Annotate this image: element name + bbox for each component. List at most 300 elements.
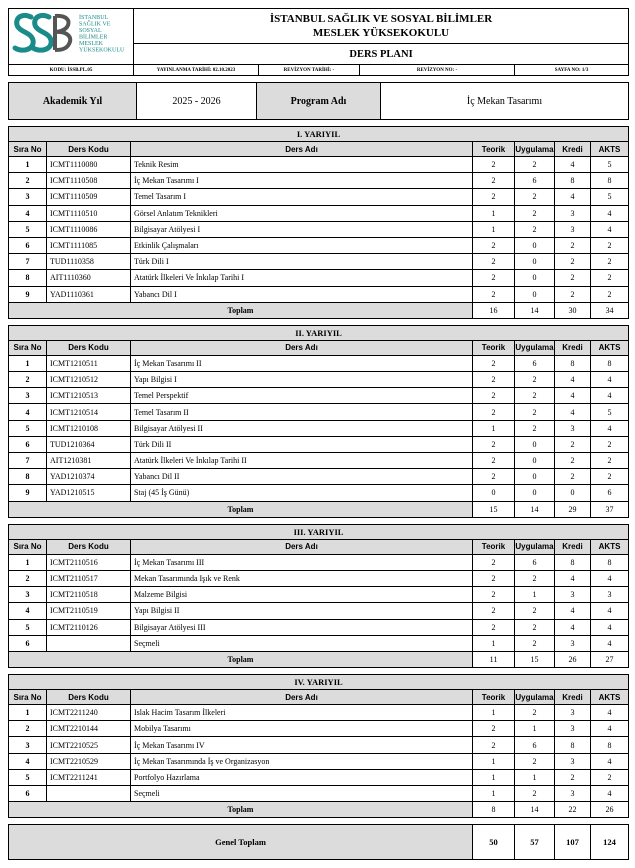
course-akts: 2 — [591, 254, 629, 270]
col-header-sira-no: Sıra No — [9, 142, 47, 157]
course-akts: 4 — [591, 619, 629, 635]
course-teorik: 2 — [473, 619, 515, 635]
total-uygulama: 14 — [515, 802, 555, 818]
course-code: ICMT2210144 — [47, 721, 131, 737]
meta-page-no: SAYFA NO: 1/3 — [515, 65, 629, 76]
course-teorik: 1 — [473, 221, 515, 237]
course-name: Bilgisayar Atölyesi I — [131, 221, 473, 237]
course-teorik: 1 — [473, 420, 515, 436]
course-code: ICMT2110516 — [47, 554, 131, 570]
semester-total-label: Toplam — [9, 651, 473, 667]
course-row — [9, 570, 629, 586]
course-name: Mekan Tasarımında Işık ve Renk — [131, 570, 473, 586]
course-code: ICMT1110086 — [47, 221, 131, 237]
course-uygulama: 2 — [515, 705, 555, 721]
course-name: Seçmeli — [131, 635, 473, 651]
course-uygulama: 6 — [515, 355, 555, 371]
course-uygulama: 2 — [515, 619, 555, 635]
course-kredi: 3 — [555, 420, 591, 436]
course-name: Yabancı Dil I — [131, 286, 473, 302]
course-name: Yabancı Dil II — [131, 469, 473, 485]
course-teorik: 2 — [473, 254, 515, 270]
course-akts: 2 — [591, 270, 629, 286]
course-uygulama: 2 — [515, 635, 555, 651]
course-code: ICMT2211240 — [47, 705, 131, 721]
institution-logo — [9, 9, 134, 65]
total-akts: 37 — [591, 501, 629, 517]
course-teorik: 2 — [473, 603, 515, 619]
semester-title: IV. YARIYIL — [9, 675, 629, 690]
page — [8, 8, 628, 860]
course-akts: 4 — [591, 705, 629, 721]
course-code: AIT1210381 — [47, 453, 131, 469]
course-kredi: 4 — [555, 388, 591, 404]
course-row — [9, 372, 629, 388]
col-header-uygulama: Uygulama — [515, 539, 555, 554]
course-uygulama: 0 — [515, 453, 555, 469]
meta-revision-date: REVİZYON TARİHİ: - — [259, 65, 360, 76]
grand-total-label: Genel Toplam — [9, 825, 473, 860]
course-akts: 8 — [591, 355, 629, 371]
semester-table — [8, 325, 629, 518]
col-header-akts: AKTS — [591, 142, 629, 157]
col-header-ders-adi: Ders Adı — [131, 142, 473, 157]
course-uygulama: 2 — [515, 157, 555, 173]
course-no: 1 — [9, 705, 47, 721]
course-code: ICMT2210525 — [47, 737, 131, 753]
course-name: Görsel Anlatım Teknikleri — [131, 205, 473, 221]
semester-total-label: Toplam — [9, 501, 473, 517]
course-akts: 4 — [591, 786, 629, 802]
course-row — [9, 157, 629, 173]
col-header-teorik: Teorik — [473, 340, 515, 355]
course-code: YAD1110361 — [47, 286, 131, 302]
course-code — [47, 635, 131, 651]
course-name: Temel Tasarım II — [131, 404, 473, 420]
course-row — [9, 355, 629, 371]
col-header-uygulama: Uygulama — [515, 340, 555, 355]
total-akts: 26 — [591, 802, 629, 818]
semester-title: II. YARIYIL — [9, 325, 629, 340]
course-no: 3 — [9, 737, 47, 753]
logo-text-line: BİLİMLER — [79, 34, 108, 41]
course-no: 1 — [9, 157, 47, 173]
course-kredi: 2 — [555, 469, 591, 485]
course-teorik: 2 — [473, 372, 515, 388]
course-name: Temel Tasarım I — [131, 189, 473, 205]
course-code: ICMT2211241 — [47, 769, 131, 785]
course-uygulama: 2 — [515, 786, 555, 802]
course-kredi: 8 — [555, 173, 591, 189]
course-no: 1 — [9, 554, 47, 570]
course-akts: 4 — [591, 388, 629, 404]
course-row — [9, 436, 629, 452]
col-header-sira-no: Sıra No — [9, 340, 47, 355]
col-header-ders-kodu: Ders Kodu — [47, 142, 131, 157]
total-akts: 34 — [591, 302, 629, 318]
course-kredi: 3 — [555, 753, 591, 769]
institution-name-line1: İSTANBUL SAĞLIK VE SOSYAL BİLİMLER — [269, 13, 493, 25]
course-teorik: 1 — [473, 205, 515, 221]
course-uygulama: 2 — [515, 221, 555, 237]
course-uygulama: 6 — [515, 554, 555, 570]
logo-icon — [9, 9, 133, 59]
course-row — [9, 769, 629, 785]
course-name: Türk Dili II — [131, 436, 473, 452]
course-teorik: 1 — [473, 769, 515, 785]
course-kredi: 4 — [555, 570, 591, 586]
course-row — [9, 420, 629, 436]
course-akts: 4 — [591, 721, 629, 737]
course-akts: 4 — [591, 635, 629, 651]
course-no: 8 — [9, 270, 47, 286]
course-no: 2 — [9, 372, 47, 388]
course-no: 6 — [9, 786, 47, 802]
course-akts: 4 — [591, 205, 629, 221]
course-row — [9, 485, 629, 501]
course-name: Yapı Bilgisi II — [131, 603, 473, 619]
course-uygulama: 2 — [515, 388, 555, 404]
meta-kodu: KODU: İSSB.PL.05 — [9, 65, 134, 76]
course-no: 3 — [9, 189, 47, 205]
course-akts: 8 — [591, 554, 629, 570]
course-no: 5 — [9, 619, 47, 635]
course-teorik: 2 — [473, 355, 515, 371]
course-akts: 2 — [591, 436, 629, 452]
meta-revision-no: REVİZYON NO: - — [360, 65, 515, 76]
academic-year-value: 2025 - 2026 — [137, 83, 257, 120]
course-code: ICMT1110508 — [47, 173, 131, 189]
course-code: ICMT2210529 — [47, 753, 131, 769]
total-teorik: 16 — [473, 302, 515, 318]
course-akts: 3 — [591, 587, 629, 603]
course-uygulama: 0 — [515, 254, 555, 270]
course-name: Yapı Bilgisi I — [131, 372, 473, 388]
course-kredi: 2 — [555, 769, 591, 785]
grand-total-uygulama: 57 — [515, 825, 555, 860]
course-row — [9, 587, 629, 603]
course-name: İç Mekan Tasarımında İş ve Organizasyon — [131, 753, 473, 769]
col-header-kredi: Kredi — [555, 539, 591, 554]
course-row — [9, 221, 629, 237]
meta-publish-date: YAYINLANMA TARİHİ: 02.10.2023 — [134, 65, 259, 76]
program-name-value: İç Mekan Tasarımı — [381, 83, 629, 120]
course-uygulama: 0 — [515, 469, 555, 485]
semester-title: III. YARIYIL — [9, 524, 629, 539]
course-name: İç Mekan Tasarımı I — [131, 173, 473, 189]
course-akts: 5 — [591, 404, 629, 420]
course-akts: 4 — [591, 753, 629, 769]
course-kredi: 3 — [555, 786, 591, 802]
col-header-uygulama: Uygulama — [515, 142, 555, 157]
course-uygulama: 1 — [515, 769, 555, 785]
semester-total-label: Toplam — [9, 302, 473, 318]
program-info — [8, 82, 629, 120]
course-name: Temel Perspektif — [131, 388, 473, 404]
col-header-ders-kodu: Ders Kodu — [47, 539, 131, 554]
course-kredi: 3 — [555, 205, 591, 221]
course-teorik: 2 — [473, 587, 515, 603]
course-row — [9, 619, 629, 635]
course-name: Etkinlik Çalışmaları — [131, 237, 473, 253]
col-header-teorik: Teorik — [473, 690, 515, 705]
course-teorik: 2 — [473, 436, 515, 452]
col-header-sira-no: Sıra No — [9, 690, 47, 705]
course-row — [9, 603, 629, 619]
course-name: Staj (45 İş Günü) — [131, 485, 473, 501]
course-kredi: 2 — [555, 453, 591, 469]
course-no: 6 — [9, 635, 47, 651]
logo-text-line: SAĞLIK VE — [79, 21, 111, 28]
course-teorik: 1 — [473, 786, 515, 802]
course-uygulama: 6 — [515, 173, 555, 189]
course-kredi: 8 — [555, 554, 591, 570]
academic-year-label: Akademik Yıl — [9, 83, 137, 120]
course-no: 9 — [9, 286, 47, 302]
course-uygulama: 0 — [515, 436, 555, 452]
total-teorik: 8 — [473, 802, 515, 818]
col-header-ders-kodu: Ders Kodu — [47, 340, 131, 355]
col-header-kredi: Kredi — [555, 340, 591, 355]
course-row — [9, 270, 629, 286]
course-akts: 8 — [591, 173, 629, 189]
grand-total-kredi: 107 — [555, 825, 591, 860]
course-akts: 6 — [591, 485, 629, 501]
course-name: Atatürk İlkeleri Ve İnkılap Tarihi II — [131, 453, 473, 469]
course-code: ICMT2110126 — [47, 619, 131, 635]
course-teorik: 2 — [473, 453, 515, 469]
course-name: Islak Hacim Tasarım İlkeleri — [131, 705, 473, 721]
course-kredi: 2 — [555, 270, 591, 286]
total-kredi: 26 — [555, 651, 591, 667]
semesters-container — [8, 126, 628, 824]
semester-total-label: Toplam — [9, 802, 473, 818]
total-teorik: 15 — [473, 501, 515, 517]
course-name: Teknik Resim — [131, 157, 473, 173]
course-uygulama: 2 — [515, 372, 555, 388]
course-uygulama: 2 — [515, 404, 555, 420]
course-uygulama: 2 — [515, 570, 555, 586]
course-teorik: 2 — [473, 737, 515, 753]
course-code: ICMT1210512 — [47, 372, 131, 388]
col-header-akts: AKTS — [591, 340, 629, 355]
semester-table — [8, 126, 629, 319]
course-code: ICMT1210514 — [47, 404, 131, 420]
course-code: TUD1110358 — [47, 254, 131, 270]
course-akts: 2 — [591, 286, 629, 302]
logo-text-line: İSTANBUL — [79, 15, 109, 21]
course-row — [9, 753, 629, 769]
semester-table — [8, 524, 629, 668]
course-name: Atatürk İlkeleri Ve İnkılap Tarihi I — [131, 270, 473, 286]
course-no: 5 — [9, 420, 47, 436]
total-akts: 27 — [591, 651, 629, 667]
course-code — [47, 786, 131, 802]
course-no: 4 — [9, 603, 47, 619]
course-kredi: 2 — [555, 286, 591, 302]
col-header-uygulama: Uygulama — [515, 690, 555, 705]
course-row — [9, 453, 629, 469]
course-row — [9, 404, 629, 420]
course-teorik: 2 — [473, 570, 515, 586]
course-code: ICMT1110510 — [47, 205, 131, 221]
course-row — [9, 286, 629, 302]
course-code: ICMT1210511 — [47, 355, 131, 371]
course-uygulama: 2 — [515, 189, 555, 205]
course-teorik: 2 — [473, 270, 515, 286]
course-code: ICMT1110080 — [47, 157, 131, 173]
course-kredi: 2 — [555, 237, 591, 253]
course-code: YAD1210515 — [47, 485, 131, 501]
course-no: 2 — [9, 173, 47, 189]
course-no: 7 — [9, 254, 47, 270]
course-row — [9, 554, 629, 570]
course-uygulama: 6 — [515, 737, 555, 753]
course-code: ICMT2110518 — [47, 587, 131, 603]
col-header-ders-kodu: Ders Kodu — [47, 690, 131, 705]
course-teorik: 1 — [473, 753, 515, 769]
course-code: AIT1110360 — [47, 270, 131, 286]
course-teorik: 2 — [473, 388, 515, 404]
course-uygulama: 2 — [515, 603, 555, 619]
total-uygulama: 14 — [515, 302, 555, 318]
course-teorik: 0 — [473, 485, 515, 501]
course-name: Türk Dili I — [131, 254, 473, 270]
col-header-kredi: Kredi — [555, 142, 591, 157]
course-uygulama: 1 — [515, 587, 555, 603]
course-no: 7 — [9, 453, 47, 469]
institution-name — [134, 9, 629, 44]
course-kredi: 4 — [555, 157, 591, 173]
course-name: İç Mekan Tasarımı II — [131, 355, 473, 371]
course-uygulama: 2 — [515, 420, 555, 436]
course-teorik: 2 — [473, 157, 515, 173]
course-no: 1 — [9, 355, 47, 371]
course-kredi: 4 — [555, 619, 591, 635]
course-uygulama: 1 — [515, 721, 555, 737]
course-kredi: 4 — [555, 372, 591, 388]
course-row — [9, 189, 629, 205]
course-no: 2 — [9, 570, 47, 586]
semester-table — [8, 674, 629, 818]
course-kredi: 3 — [555, 721, 591, 737]
course-code: YAD1210374 — [47, 469, 131, 485]
course-kredi: 4 — [555, 603, 591, 619]
course-no: 2 — [9, 721, 47, 737]
course-uygulama: 0 — [515, 237, 555, 253]
course-row — [9, 705, 629, 721]
course-akts: 5 — [591, 189, 629, 205]
course-no: 4 — [9, 753, 47, 769]
col-header-ders-adi: Ders Adı — [131, 539, 473, 554]
course-kredi: 2 — [555, 254, 591, 270]
course-uygulama: 2 — [515, 753, 555, 769]
course-code: ICMT1111085 — [47, 237, 131, 253]
total-kredi: 22 — [555, 802, 591, 818]
course-no: 5 — [9, 221, 47, 237]
course-uygulama: 0 — [515, 286, 555, 302]
course-code: ICMT1110509 — [47, 189, 131, 205]
col-header-sira-no: Sıra No — [9, 539, 47, 554]
course-name: Malzeme Bilgisi — [131, 587, 473, 603]
course-akts: 2 — [591, 237, 629, 253]
course-row — [9, 721, 629, 737]
course-teorik: 2 — [473, 721, 515, 737]
course-name: Bilgisayar Atölyesi III — [131, 619, 473, 635]
course-teorik: 2 — [473, 404, 515, 420]
course-row — [9, 786, 629, 802]
course-kredi: 3 — [555, 635, 591, 651]
course-kredi: 3 — [555, 221, 591, 237]
course-teorik: 2 — [473, 469, 515, 485]
total-uygulama: 15 — [515, 651, 555, 667]
col-header-akts: AKTS — [591, 539, 629, 554]
grand-total-akts: 124 — [591, 825, 629, 860]
course-kredi: 4 — [555, 404, 591, 420]
course-teorik: 2 — [473, 237, 515, 253]
total-uygulama: 14 — [515, 501, 555, 517]
course-teorik: 2 — [473, 554, 515, 570]
course-kredi: 3 — [555, 705, 591, 721]
total-teorik: 11 — [473, 651, 515, 667]
institution-name-line2: MESLEK YÜKSEKOKULU — [312, 27, 450, 39]
course-no: 5 — [9, 769, 47, 785]
course-name: İç Mekan Tasarımı IV — [131, 737, 473, 753]
course-name: İç Mekan Tasarımı III — [131, 554, 473, 570]
course-no: 3 — [9, 587, 47, 603]
course-no: 6 — [9, 436, 47, 452]
course-name: Seçmeli — [131, 786, 473, 802]
course-row — [9, 237, 629, 253]
course-row — [9, 205, 629, 221]
col-header-ders-adi: Ders Adı — [131, 690, 473, 705]
course-akts: 4 — [591, 570, 629, 586]
logo-text-line: MESLEK — [79, 41, 103, 47]
logo-text-line: YÜKSEKOKULU — [79, 47, 125, 54]
course-no: 8 — [9, 469, 47, 485]
course-no: 6 — [9, 237, 47, 253]
course-kredi: 2 — [555, 436, 591, 452]
course-akts: 2 — [591, 769, 629, 785]
course-akts: 4 — [591, 603, 629, 619]
col-header-ders-adi: Ders Adı — [131, 340, 473, 355]
col-header-teorik: Teorik — [473, 142, 515, 157]
course-no: 4 — [9, 404, 47, 420]
course-kredi: 8 — [555, 737, 591, 753]
col-header-kredi: Kredi — [555, 690, 591, 705]
course-teorik: 1 — [473, 705, 515, 721]
course-kredi: 4 — [555, 189, 591, 205]
course-akts: 4 — [591, 372, 629, 388]
total-kredi: 29 — [555, 501, 591, 517]
course-row — [9, 635, 629, 651]
col-header-teorik: Teorik — [473, 539, 515, 554]
course-akts: 4 — [591, 420, 629, 436]
course-akts: 2 — [591, 469, 629, 485]
semester-title: I. YARIYIL — [9, 127, 629, 142]
col-header-akts: AKTS — [591, 690, 629, 705]
course-kredi: 8 — [555, 355, 591, 371]
course-teorik: 2 — [473, 286, 515, 302]
course-akts: 8 — [591, 737, 629, 753]
course-row — [9, 254, 629, 270]
document-header — [8, 8, 629, 76]
course-code: TUD1210364 — [47, 436, 131, 452]
course-row — [9, 173, 629, 189]
course-name: Portfolyo Hazırlama — [131, 769, 473, 785]
course-no: 9 — [9, 485, 47, 501]
course-row — [9, 388, 629, 404]
